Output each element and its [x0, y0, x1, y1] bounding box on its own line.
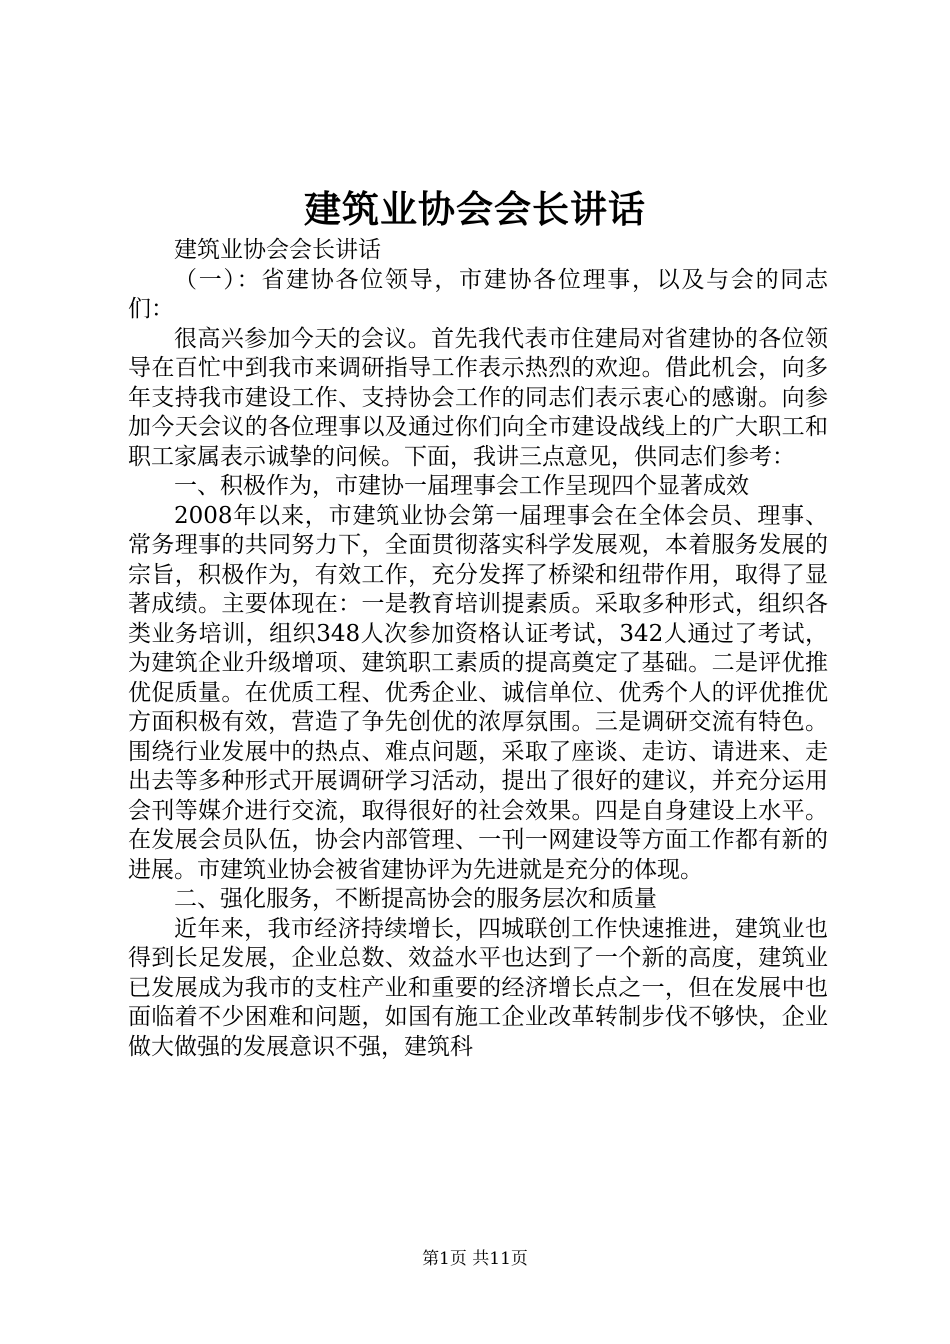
paragraph-achievements: 2008年以来，市建筑业协会第一届理事会在全体会员、理事、常务理事的共同努力下，全面贯彻落实科学发展观，本着服务发展的宗旨，积极作为，有效工作，充分发挥了桥梁和纽带作用，取得了显著成绩。主要体现在：一是教育培训提素质。采取多种形式，组织各类业务培训，组织348人次参加资格认证考试，342人通过了考试，为建筑企业升级增项、建筑职工素质的提高奠定了基础。二是评优推优促质量。在优质工程、优秀企业、诚信单位、优秀个人的评优推优方面积极有效，营造了争先创优的浓厚氛围。三是调研交流有特色。围绕行业发展中的热点、难点问题，采取了座谈、走访、请进来、走出去等多种形式开展调研学习活动，提出了很好的建议，并充分运用会刊等媒介进行交流，取得很好的社会效果。四是自身建设上水平。在发展会员队伍，协会内部管理、一刊一网建设等方面工作都有新的进展。市建筑业协会被省建协评为先进就是充分的体现。: [128, 502, 828, 883]
section-heading-1: 一、积极作为，市建协一届理事会工作呈现四个显著成效: [174, 473, 749, 499]
page-footer: 第1页 共11页: [422, 1249, 528, 1269]
paragraph-opening: 很高兴参加今天的会议。首先我代表市住建局对省建协的各位领导在百忙中到我市来调研指导工作表示热烈的欢迎。借此机会，向多年支持我市建设工作、支持协会工作的同志们表示衷心的感谢。向参加今天会议的各位理事以及通过你们向全市建设战线上的广大职工和职工家属表示诚挚的问候。下面，我讲三点意见，供同志们参考：: [128, 325, 828, 470]
paragraph-salutation: （一）：省建协各位领导，市建协各位理事，以及与会的同志们：: [128, 266, 828, 322]
section-heading-2: 二、强化服务，不断提高协会的服务层次和质量: [174, 886, 657, 912]
paragraph-subtitle: 建筑业协会会长讲话: [174, 237, 381, 263]
document-title: 建筑业协会会长讲话: [304, 187, 646, 231]
document-body: [128, 236, 828, 1062]
paragraph-development: 近年来，我市经济持续增长，四城联创工作快速推进，建筑业也得到长足发展，企业总数、效益水平也达到了一个新的高度，建筑业已发展成为我市的支柱产业和重要的经济增长点之一，但在发展中也面临着不少困难和问题，如国有施工企业改革转制步伐不够快，企业做大做强的发展意识不强，建筑科: [128, 915, 828, 1060]
